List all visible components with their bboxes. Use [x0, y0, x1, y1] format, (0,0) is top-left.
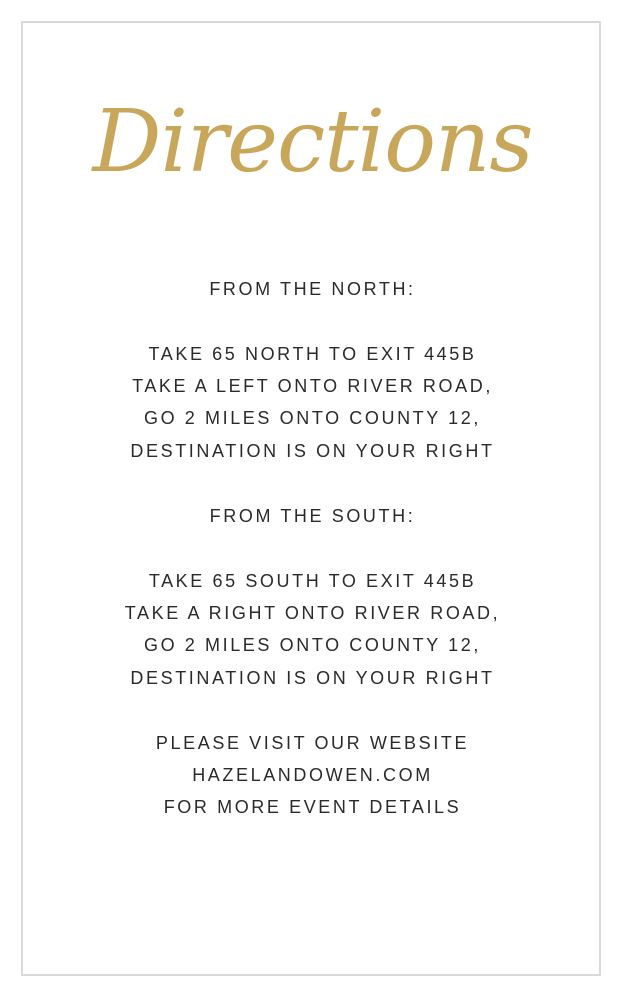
- north-line-2: TAKE A LEFT ONTO RIVER ROAD,: [132, 376, 493, 396]
- south-line-1: TAKE 65 SOUTH TO EXIT 445B: [148, 571, 477, 591]
- north-line-4: DESTINATION IS ON YOUR RIGHT: [130, 441, 495, 461]
- website-url: HAZELANDOWEN.COM: [192, 765, 433, 785]
- south-line-4: DESTINATION IS ON YOUR RIGHT: [130, 668, 495, 688]
- website-line-3: FOR MORE EVENT DETAILS: [163, 797, 462, 817]
- south-line-3: GO 2 MILES ONTO COUNTY 12,: [143, 635, 481, 655]
- north-line-1: TAKE 65 NORTH TO EXIT 445B: [148, 344, 477, 364]
- south-line-2: TAKE A RIGHT ONTO RIVER ROAD,: [124, 603, 501, 623]
- website-line-1: PLEASE VISIT OUR WEBSITE: [155, 733, 470, 753]
- north-line-3: GO 2 MILES ONTO COUNTY 12,: [143, 408, 481, 428]
- page-title: Directions: [92, 92, 533, 192]
- north-heading: FROM THE NORTH:: [209, 279, 416, 299]
- south-heading: FROM THE SOUTH:: [209, 506, 416, 526]
